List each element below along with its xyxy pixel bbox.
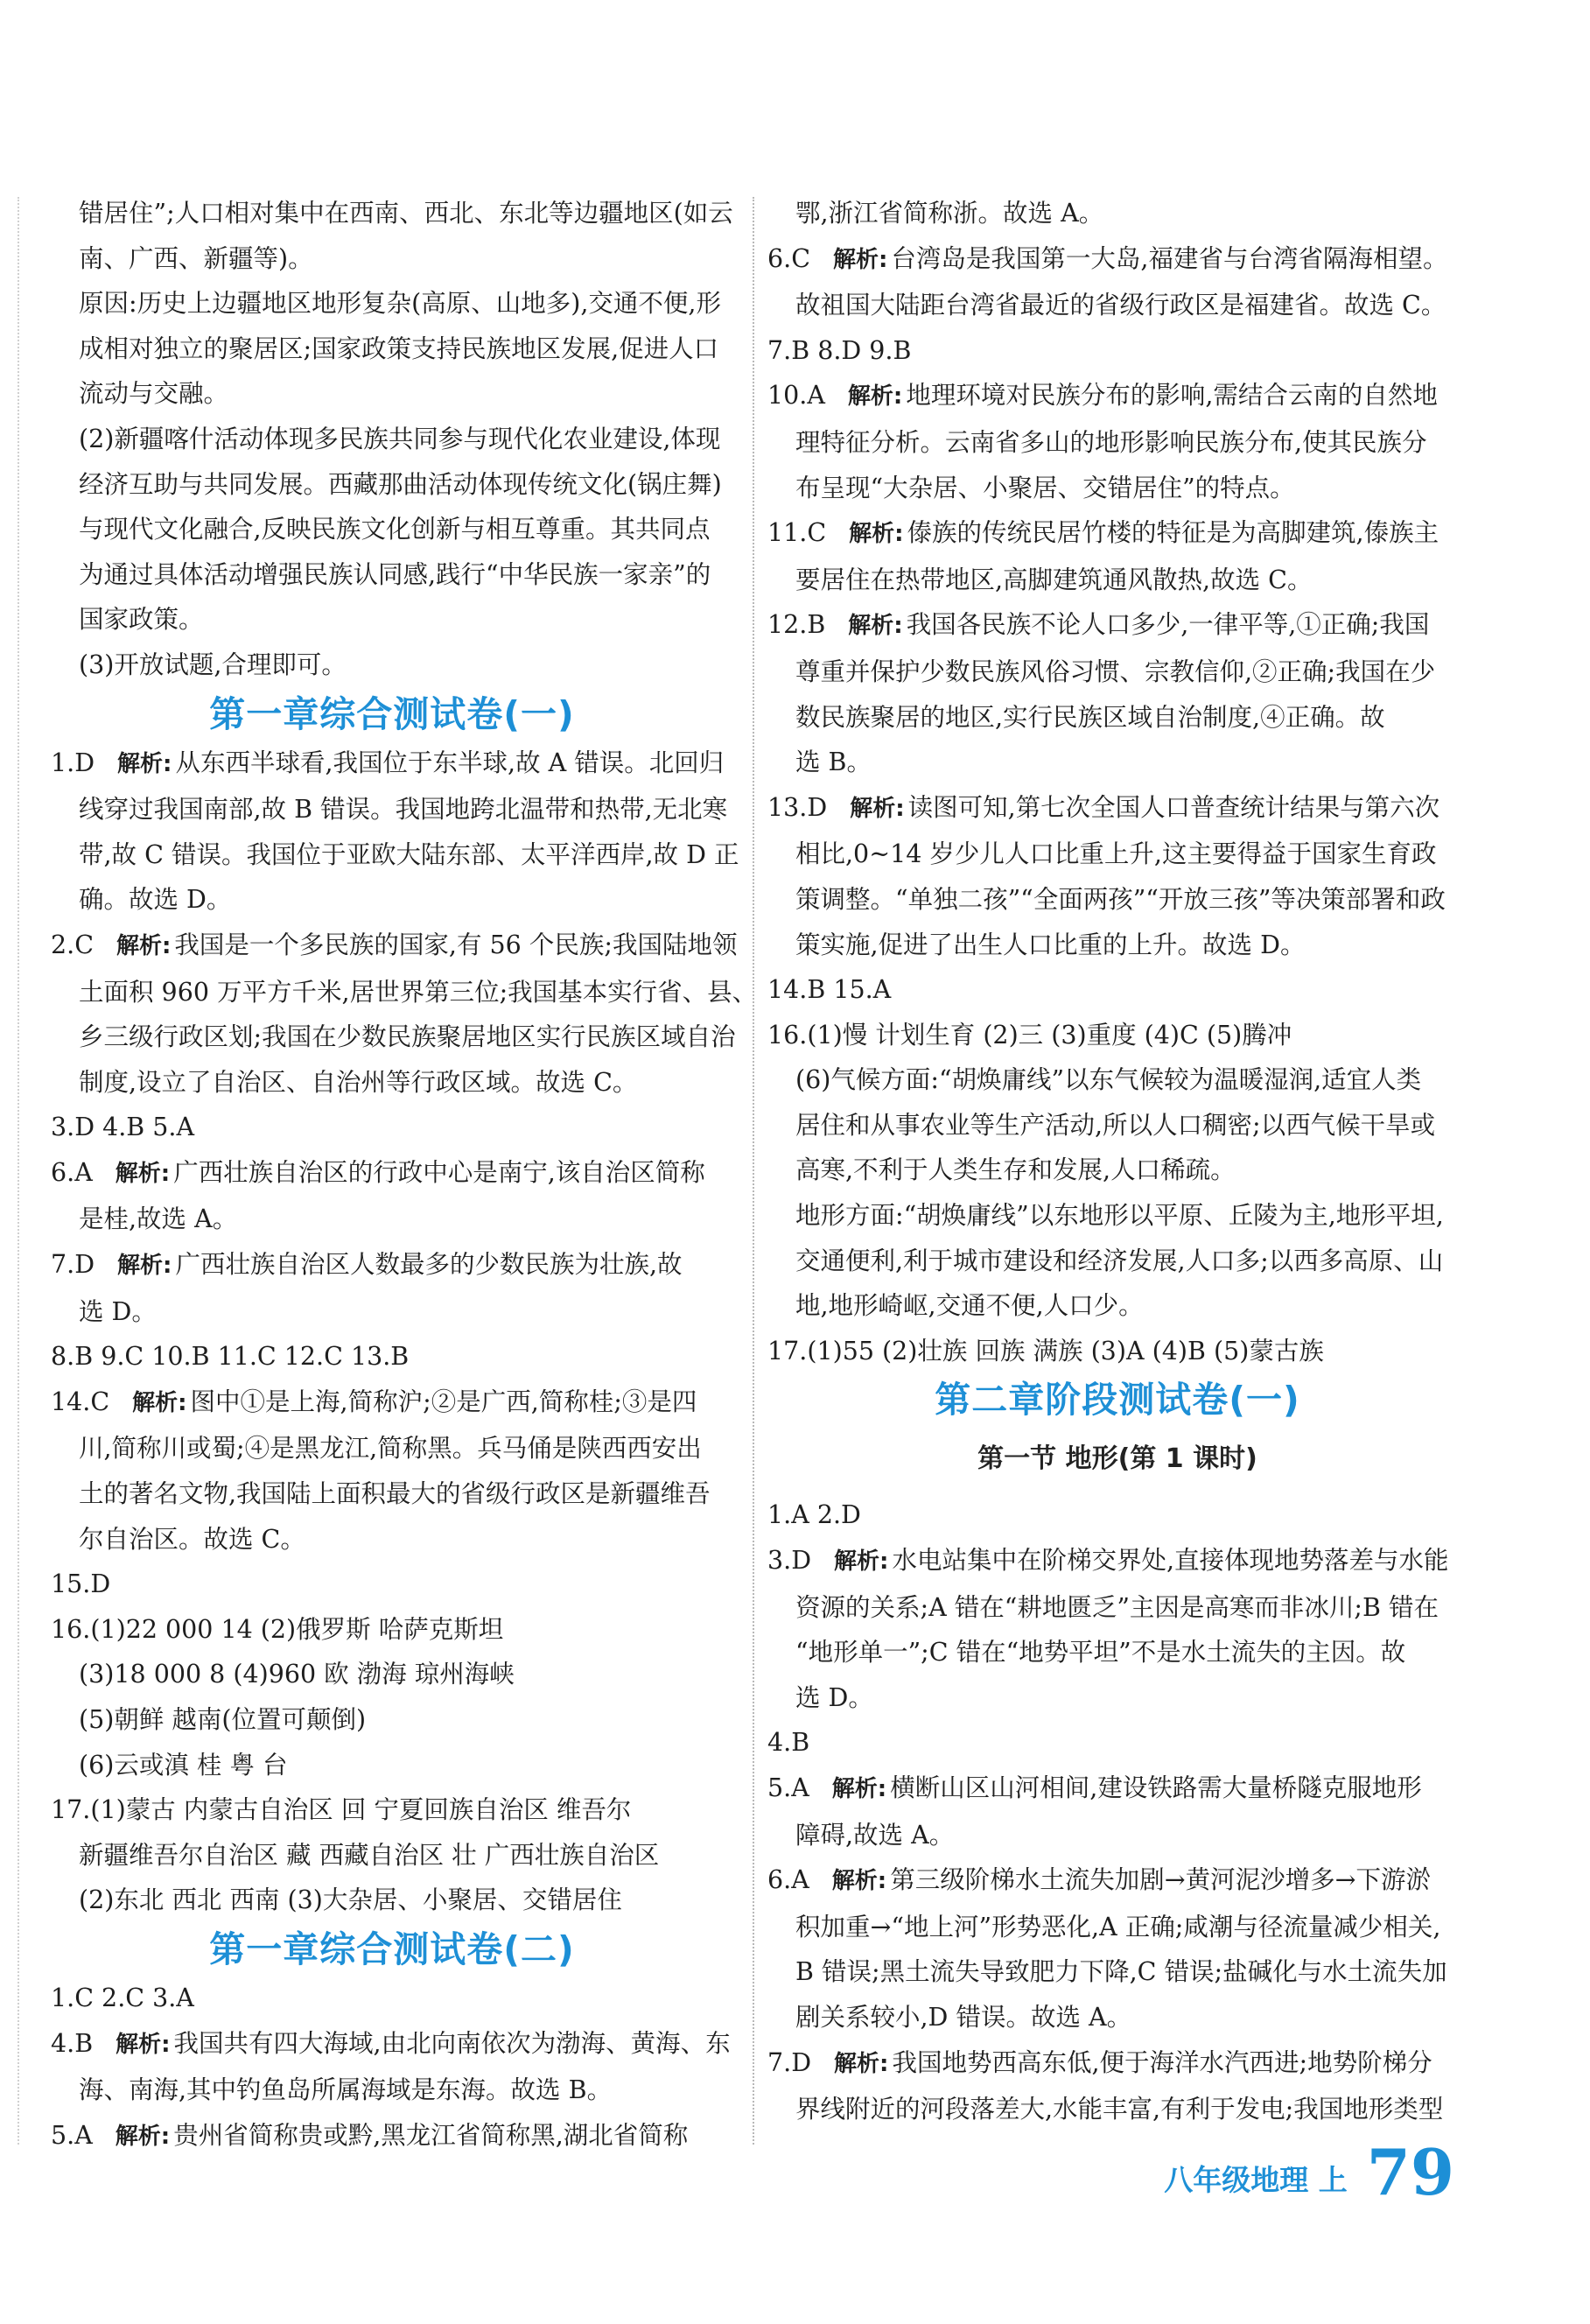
question-number: 5.A [51,2120,93,2150]
answer-text: 水电站集中在阶梯交界处,直接体现地势落差与水能 [892,1546,1449,1576]
answer-item [767,1857,1467,1905]
answer-line: 14.B 15.A [767,975,892,1005]
answer-line: 7.B 8.D 9.B [767,335,912,365]
text-line: 乡三级行政区划;我国在少数民族聚居地区实行民族区域自治 [79,1022,736,1052]
answer-item [767,373,1467,420]
text-line: 选 D。 [795,1682,873,1712]
analysis-label: 解析: [116,932,172,959]
question-number: 3.D [767,1546,812,1576]
book-title: 八年级地理 上 [1164,2163,1348,2197]
text-line: 策调整。“单独二孩”“全面两孩”“开放三孩”等决策部署和政 [795,884,1446,914]
text-line: 地,地形崎岖,交通不便,人口少。 [795,1291,1144,1321]
text-line: 理特征分析。云南省多山的地形影响民族分布,使其民族分 [795,427,1427,457]
question-number: 1.D [51,748,95,777]
question-number: 10.A [767,381,825,411]
question-number: 14.C [51,1387,110,1416]
question-number: 5.A [767,1773,809,1802]
text-line: 南、广西、新疆等)。 [79,243,313,273]
analysis-label: 解析: [847,383,903,411]
answer-text: 第三级阶梯水土流失加剧→黄河泥沙增多→下游淤 [890,1865,1431,1895]
answer-text: 傣族的传统民居竹楼的特征是为高脚建筑,傣族主 [907,518,1439,548]
text-line: 带,故 C 错误。我国位于亚欧大陆东部、太平洋西岸,故 D 正 [79,839,739,869]
text-line: 尔自治区。故选 C。 [79,1524,305,1554]
text-line: (6)云或滇 桂 粤 台 [79,1750,288,1780]
text-line: 高寒,不利于人类生存和发展,人口稀疏。 [795,1155,1236,1185]
text-line: 线穿过我国南部,故 B 错误。我国地跨北温带和热带,无北寒 [79,795,728,825]
analysis-label: 解析: [115,2123,171,2150]
text-line: 原因:历史上边疆地区地形复杂(高原、山地多),交通不便,形 [79,289,721,319]
question-number: 6.A [51,1157,93,1187]
question-number: 7.D [767,2047,812,2077]
text-line: 确。故选 D。 [79,885,232,915]
question-number: 7.D [51,1250,95,1280]
answer-line: 17.(1)55 (2)壮族 回族 满族 (3)A (4)B (5)蒙古族 [767,1336,1324,1366]
answer-item [51,2113,733,2160]
question-number: 13.D [767,792,828,822]
answer-line: 17.(1)蒙古 内蒙古自治区 回 宁夏回族自治区 维吾尔 [51,1795,632,1825]
analysis-label: 解析: [850,795,905,822]
text-line: 要居住在热带地区,高脚建筑通风散热,故选 C。 [795,565,1313,594]
question-number: 6.C [767,243,810,273]
answer-item [51,923,738,970]
text-line: 布呈现“大杂居、小聚居、交错居住”的特点。 [795,473,1295,502]
answer-line: 8.B 9.C 10.B 11.C 12.C 13.B [51,1342,410,1372]
answer-item [767,510,1467,558]
analysis-label: 解析: [848,613,903,640]
answer-line: 1.C 2.C 3.A [51,1983,194,2012]
text-line: 经济互助与共同发展。西藏那曲活动体现传统文化(锅庄舞) [79,469,722,499]
answer-line: 1.A 2.D [767,1500,861,1530]
text-line: 数民族聚居的地区,实行民族区域自治制度,④正确。故 [795,702,1385,732]
text-line: 策实施,促进了出生人口比重的上升。故选 D。 [795,930,1306,959]
page-footer [1164,2135,1454,2209]
analysis-label: 解析: [831,1868,887,1895]
answer-text: 广西壮族自治区人数最多的少数民族为壮族,故 [175,1250,683,1280]
analysis-label: 解析: [834,1548,889,1576]
answer-line: 15.D [51,1569,111,1599]
text-line: 积加重→“地上河”形势恶化,A 正确;咸潮与径流量减少相关, [795,1912,1441,1941]
text-line: 制度,设立了自治区、自治州等行政区域。故选 C。 [79,1067,638,1097]
text-line: 成相对独立的聚居区;国家政策支持民族地区发展,促进人口 [79,334,719,363]
question-number: 4.B [51,2028,94,2058]
section-title-chapter1-test2: 第一章综合测试卷(二) [209,1927,575,1970]
text-line: 流动与交融。 [79,379,229,409]
answer-item [767,785,1467,832]
text-line: (3)18 000 8 (4)960 欧 渤海 琼州海峡 [79,1660,515,1689]
text-line: 川,简称川或蜀;④是黑龙江,简称黑。兵马俑是陕西西安出 [79,1434,702,1464]
text-line: (2)新疆喀什活动体现多民族共同参与现代化农业建设,体现 [79,424,721,453]
answer-text: 从东西半球看,我国位于东半球,故 A 错误。北回归 [175,748,725,777]
text-line: B 错误;黑土流失导致肥力下降,C 错误;盐碱化与水土流失加 [795,1957,1447,1987]
question-number: 6.A [767,1865,809,1895]
left-column [51,191,758,2159]
text-line: 界线附近的河段落差大,水能丰富,有利于发电;我国地形类型 [795,2095,1444,2124]
question-number: 2.C [51,930,94,959]
answer-item [767,2040,1467,2088]
answer-item [767,1766,1467,1813]
answer-line: 16.(1)22 000 14 (2)俄罗斯 哈萨克斯坦 [51,1614,504,1644]
text-line: 尊重并保护少数民族风俗习惯、宗教信仰,②正确;我国在少 [795,656,1436,686]
answer-item [51,1242,733,1289]
analysis-label: 解析: [115,1160,171,1187]
text-line: 选 B。 [795,748,872,777]
analysis-label: 解析: [833,246,888,273]
text-line: 土的著名文物,我国陆上面积最大的省级行政区是新疆维吾 [79,1479,711,1509]
analysis-label: 解析: [831,1776,887,1802]
text-line: 国家政策。 [79,605,204,635]
answer-line: 3.D 4.B 5.A [51,1113,195,1142]
text-line: 海、南海,其中钓鱼岛所属海域是东海。故选 B。 [79,2075,613,2105]
question-number: 11.C [767,518,827,548]
text-line: (3)开放试题,合理即可。 [79,649,347,679]
text-line: 故祖国大陆距台湾省最近的省级行政区是福建省。故选 C。 [795,291,1446,320]
text-line: 相比,0~14 岁少儿人口比重上升,这主要得益于国家生育政 [795,839,1437,869]
answer-item [51,741,733,788]
text-line: 居住和从事农业等生产活动,所以人口稠密;以西气候干旱或 [795,1110,1436,1140]
left-margin-rule [18,197,19,2145]
text-line: 土面积 960 万平方千米,居世界第三位;我国基本实行省、县、 [79,977,758,1007]
analysis-label: 解析: [834,2050,889,2077]
text-line: 鄂,浙江省简称浙。故选 A。 [795,199,1104,228]
text-line: 地形方面:“胡焕庸线”以东地形以平原、丘陵为主,地形平坦, [795,1201,1444,1231]
text-line: (5)朝鲜 越南(位置可颠倒) [79,1705,367,1734]
answer-item [767,602,1467,649]
answer-item [51,1380,733,1427]
text-line: 与现代文化融合,反映民族文化创新与相互尊重。其共同点 [79,515,711,544]
answer-text: 我国各民族不论人口多少,一律平等,①正确;我国 [906,610,1430,640]
text-line: 为通过具体活动增强民族认同感,践行“中华民族一家亲”的 [79,559,711,589]
answer-text: 贵州省简称贵或黔,黑龙江省简称黑,湖北省简称 [173,2120,689,2150]
text-line: (6)气候方面:“胡焕庸线”以东气候较为温暖湿润,适宜人类 [795,1065,1422,1095]
page-number: 79 [1366,2135,1454,2209]
text-line: 新疆维吾尔自治区 藏 西藏自治区 壮 广西壮族自治区 [79,1840,660,1870]
question-number: 12.B [767,610,826,640]
answer-line: 4.B [767,1728,810,1758]
analysis-label: 解析: [117,1253,172,1280]
subsection-title: 第一节 地形(第 1 课时) [977,1443,1257,1475]
analysis-label: 解析: [132,1389,187,1416]
answer-text: 读图可知,第七次全国人口普查统计结果与第六次 [907,792,1440,822]
answer-text: 台湾岛是我国第一大岛,福建省与台湾省隔海相望。 [891,243,1448,273]
text-line: 资源的关系;A 错在“耕地匮乏”主因是高寒而非冰川;B 错在 [795,1592,1439,1622]
text-line: 交通便利,利于城市建设和经济发展,人口多;以西多高原、山 [795,1246,1444,1275]
section-title-chapter2-stage-test1: 第二章阶段测试卷(一) [935,1379,1300,1422]
analysis-label: 解析: [117,750,172,777]
answer-text: 我国共有四大海域,由北向南依次为渤海、黄海、东 [173,2028,731,2058]
answer-text: 广西壮族自治区的行政中心是南宁,该自治区简称 [173,1157,705,1187]
answer-text: 横断山区山河相间,建设铁路需大量桥隧克服地形 [890,1773,1422,1802]
right-column [767,191,1467,2132]
answer-text: 图中①是上海,简称沪;②是广西,简称桂;③是四 [190,1387,697,1416]
analysis-label: 解析: [116,2031,171,2058]
answer-item [51,2021,733,2068]
section-title-chapter1-test1: 第一章综合测试卷(一) [209,692,575,735]
answer-item [51,1150,733,1197]
text-line: 错居住”;人口相对集中在西南、西北、东北等边疆地区(如云 [79,199,733,228]
text-line: 选 D。 [79,1296,157,1326]
answer-item [767,236,1467,284]
answer-text: 我国是一个多民族的国家,有 56 个民族;我国陆地领 [174,930,738,959]
text-line: 剧关系较小,D 错误。故选 A。 [795,2002,1132,2032]
answer-item [767,1538,1467,1585]
text-line: “地形单一”;C 错在“地势平坦”不是水土流失的主因。故 [795,1638,1406,1668]
answer-text: 我国地势西高东低,便于海洋水汽西进;地势阶梯分 [892,2047,1432,2077]
column-divider [753,197,754,2145]
text-line: 障碍,故选 A。 [795,1820,955,1850]
text-line: (2)东北 西北 西南 (3)大杂居、小聚居、交错居住 [79,1885,622,1915]
analysis-label: 解析: [849,521,904,548]
answer-text: 地理环境对民族分布的影响,需结合云南的自然地 [906,381,1438,411]
answer-line: 16.(1)慢 计划生育 (2)三 (3)重度 (4)C (5)腾冲 [767,1020,1292,1050]
text-line: 是桂,故选 A。 [79,1204,238,1234]
